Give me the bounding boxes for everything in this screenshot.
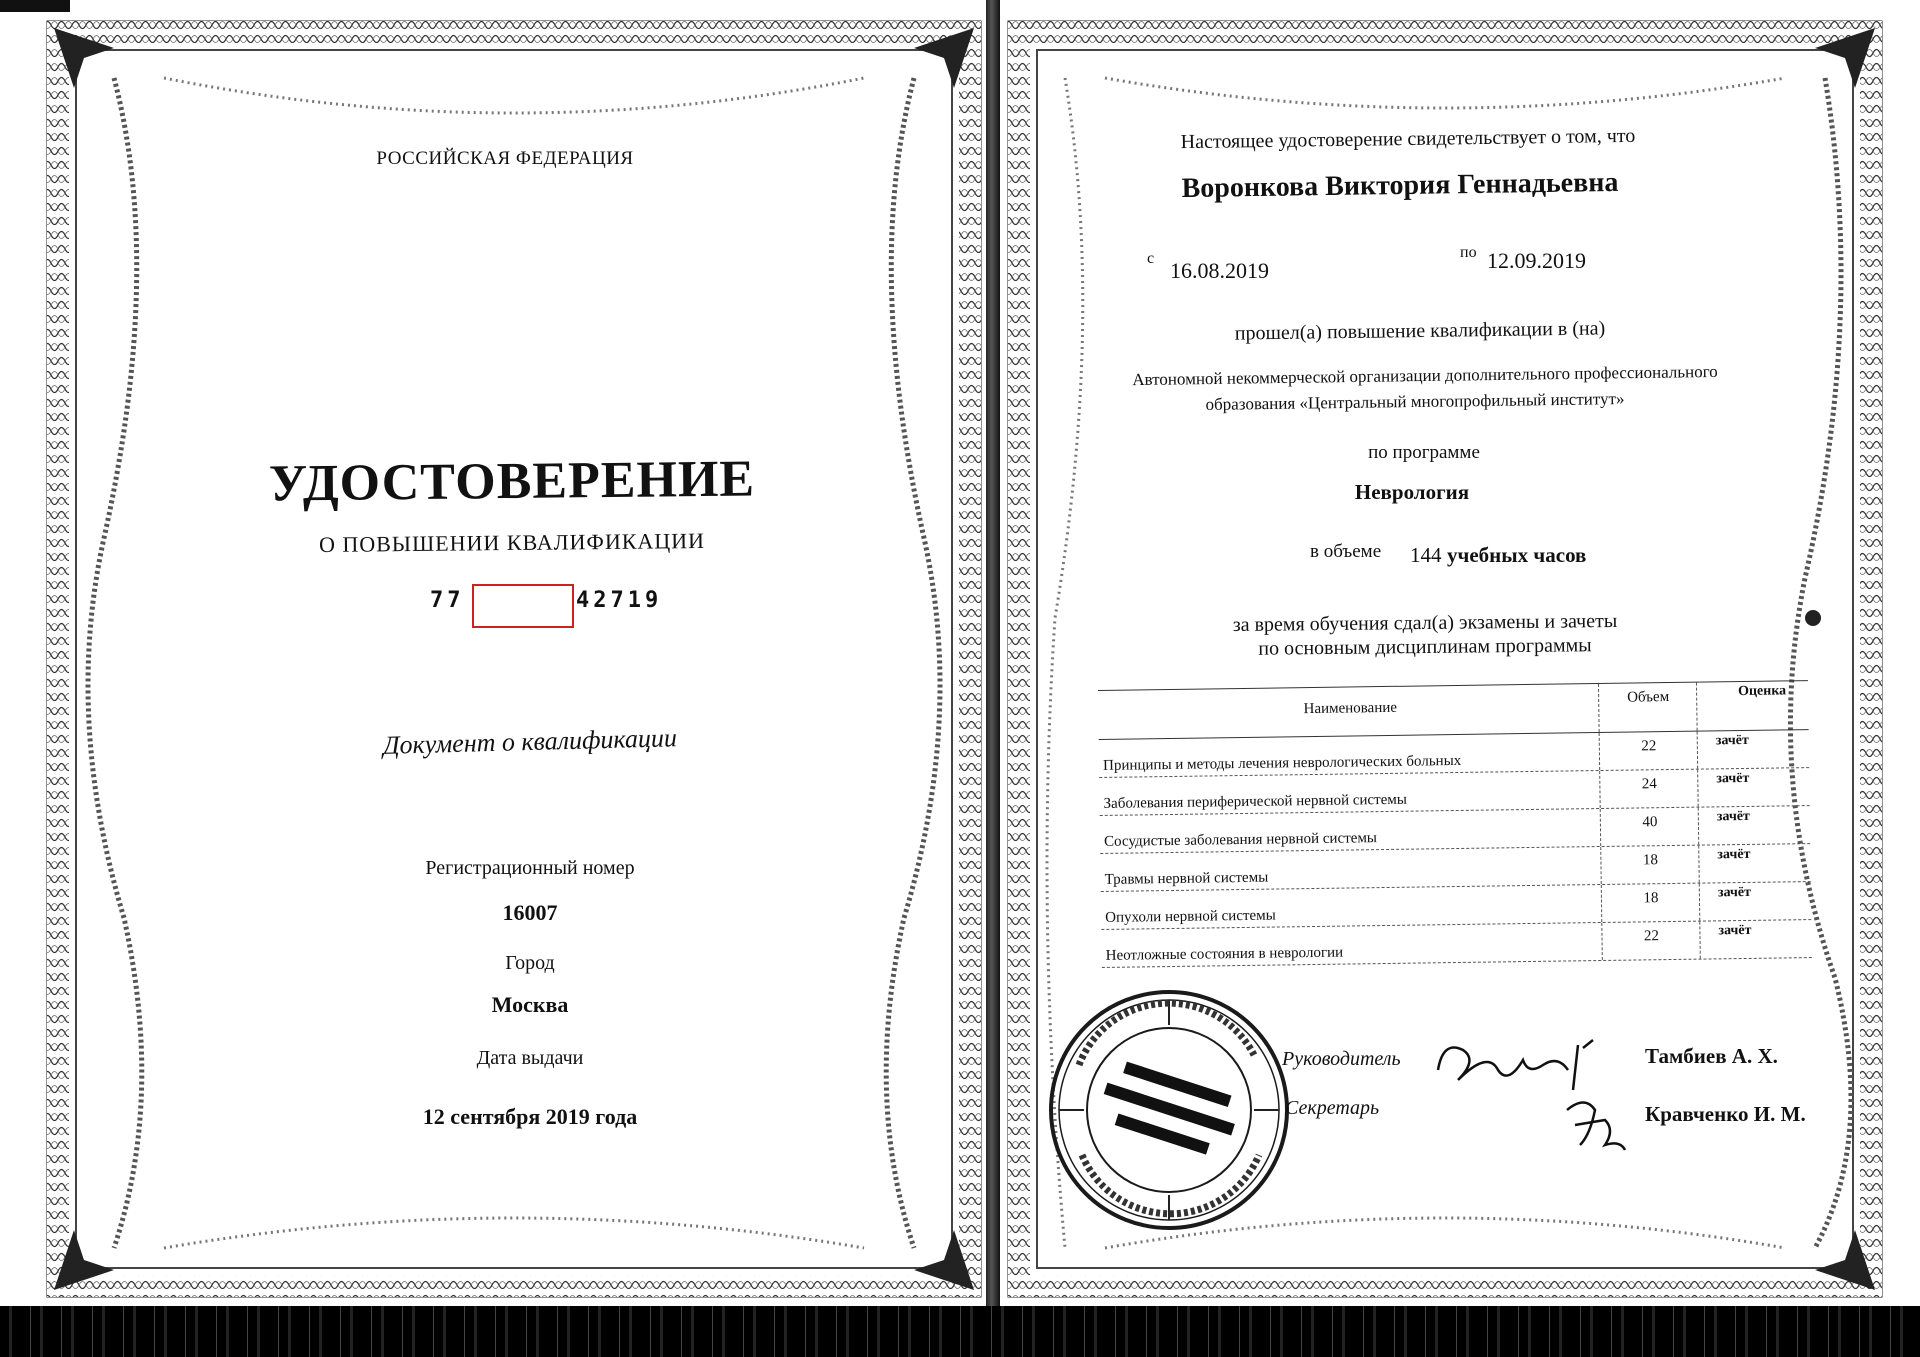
- discipline-grade: зачёт: [1699, 882, 1813, 921]
- grades-table: [1098, 680, 1812, 968]
- discipline-grade: зачёт: [1697, 768, 1811, 807]
- country-label: РОССИЙСКАЯ ФЕДЕРАЦИЯ: [376, 148, 634, 169]
- discipline-name: Травмы нервной системы: [1104, 869, 1269, 888]
- program-label: по программе: [1368, 442, 1480, 463]
- secretary-label: Секретарь: [1285, 1097, 1380, 1119]
- certificate-number-prefix: 77: [430, 588, 465, 613]
- certificate-number: [430, 578, 663, 628]
- organization-line-2: образования «Центральный многопрофильный институт»: [1205, 389, 1625, 414]
- discipline-volume: 18: [1601, 884, 1701, 922]
- volume-label: в объеме: [1310, 541, 1382, 562]
- certificate-subtitle: О ПОВЫШЕНИИ КВАЛИФИКАЦИИ: [318, 527, 706, 558]
- head-label: Руководитель: [1282, 1048, 1401, 1070]
- discipline-grade: зачёт: [1698, 844, 1812, 883]
- binding-spine: [986, 0, 1000, 1357]
- discipline-name: Принципы и методы лечения неврологических больных: [1102, 752, 1462, 774]
- discipline-volume: 22: [1599, 732, 1699, 770]
- redaction-box: [472, 584, 574, 628]
- header-cell-grade: Оценка: [1696, 681, 1810, 731]
- program-name: Неврология: [1354, 480, 1470, 504]
- issue-date-label: Дата выдачи: [476, 1047, 584, 1069]
- discipline-name: Сосудистые заболевания нервной системы: [1104, 830, 1378, 850]
- scan-bottom-border: [0, 1306, 1920, 1357]
- document-kind: Документ о квалификации: [382, 723, 678, 760]
- discipline-name: Заболевания периферической нервной системы: [1103, 791, 1408, 812]
- organization-line-1: Автономной некоммерческой организации дополнительного профессионального: [1132, 361, 1718, 390]
- to-label: по: [1460, 244, 1477, 261]
- city-value: Москва: [491, 992, 569, 1017]
- from-date: 16.08.2019: [1170, 258, 1269, 283]
- header-cell-volume: Объем: [1598, 683, 1698, 732]
- volume-unit: учебных часов: [1447, 543, 1587, 567]
- issue-date: 12 сентября 2019 года: [422, 1104, 638, 1129]
- passed-text: прошел(а) повышение квалификации в (на): [1234, 317, 1606, 345]
- city-label: Город: [505, 952, 555, 974]
- discipline-volume: 22: [1601, 922, 1701, 960]
- exams-line-1: за время обучения сдал(а) экзамены и зачеты: [1232, 609, 1618, 637]
- volume-hours: 144: [1410, 543, 1442, 567]
- to-date: 12.09.2019: [1487, 248, 1586, 273]
- discipline-name: Опухоли нервной системы: [1105, 907, 1276, 926]
- head-name: Тамбиев А. Х.: [1645, 1044, 1778, 1068]
- discipline-volume: 24: [1599, 770, 1699, 808]
- registration-label: Регистрационный номер: [425, 857, 635, 879]
- discipline-volume: 40: [1600, 808, 1700, 846]
- certificate-title: УДОСТОВЕРЕНИЕ: [268, 450, 756, 513]
- intro-text: Настоящее удостоверение свидетельствует о том, что: [1180, 124, 1636, 154]
- secretary-name: Кравченко И. М.: [1645, 1102, 1806, 1126]
- discipline-grade: зачёт: [1698, 806, 1812, 845]
- discipline-name: Неотложные состояния в неврологии: [1105, 944, 1344, 964]
- header-cell-name: Наименование: [1303, 699, 1398, 718]
- certificate-number-suffix: 42719: [576, 588, 663, 613]
- scan-edge-mark: [0, 0, 70, 12]
- organization-stamp: [1044, 985, 1294, 1235]
- discipline-grade: зачёт: [1699, 920, 1813, 959]
- registration-number: 16007: [502, 900, 558, 925]
- secretary-signature: [1555, 1090, 1635, 1160]
- holder-full-name: Воронкова Виктория Геннадьевна: [1181, 166, 1619, 205]
- discipline-grade: зачёт: [1697, 730, 1811, 769]
- discipline-volume: 18: [1600, 846, 1700, 884]
- from-label: с: [1147, 250, 1155, 267]
- exams-line-2: по основным дисциплинам программы: [1258, 634, 1592, 660]
